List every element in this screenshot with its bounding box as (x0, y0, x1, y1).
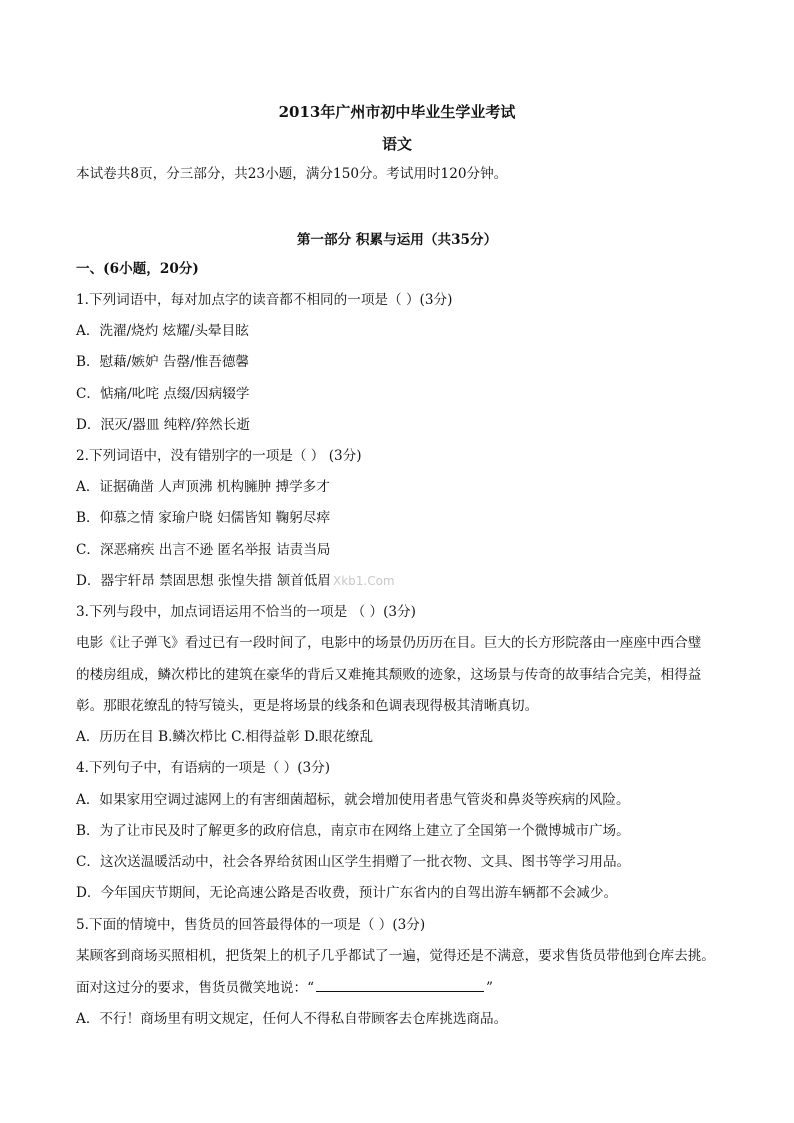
question-5-prompt-start: 面对这过分的要求，售货员微笑地说：“ (76, 980, 315, 996)
question-1-option-c: C．惦痛/叱咤 点缀/因病辍学 (76, 386, 250, 402)
answer-blank (316, 978, 484, 992)
question-5-option-a: A．不行！商场里有明文规定，任何人不得私自带顾客去仓库挑选商品。 (76, 1011, 508, 1027)
question-3-stem: 3.下列与段中，加点词语运用不恰当的一项是 （ ）(3分) (76, 604, 416, 620)
question-1-option-b: B．慰藉/嫉妒 告罄/惟吾德馨 (76, 354, 250, 370)
question-5-scenario: 某顾客到商场买照相机，把货架上的机子几乎都试了一遍，觉得还是不满意，要求售货员带他到仓库去挑。 (76, 948, 715, 964)
exam-intro: 本试卷共8页，分三部分，共23小题，满分150分。考试用时120分钟。 (76, 166, 508, 182)
section-heading: 一、(6小题，20分) (76, 261, 199, 277)
question-3-passage-line: 电影《让子弹飞》看过已有一段时间了，电影中的场景仍历历在目。巨大的长方形院落由一座座中西合璧 (76, 635, 702, 651)
question-5-prompt (76, 978, 493, 997)
question-3-options: A．历历在目 B.鳞次栉比 C.相得益彰 D.眼花缭乱 (76, 729, 374, 745)
question-4-option-a: A．如果家用空调过滤网上的有害细菌超标，就会增加使用者患气管炎和鼻炎等疾病的风险。 (76, 792, 630, 808)
question-1-option-d: D．泯灭/器皿 纯粹/猝然长逝 (76, 417, 250, 433)
question-4-option-d: D．今年国庆节期间，无论高速公路是否收费，预计广东省内的自驾出游车辆都不会减少。 (76, 885, 618, 901)
question-3-passage-line: 的楼房组成，鳞次栉比的建筑在豪华的背后又难掩其颓败的迹象，这场景与传奇的故事结合完美，相得益 (76, 667, 702, 683)
watermark: Xkb1.Com (332, 574, 395, 588)
question-2-option-c: C．深恶痛疾 出言不逊 匿名举报 诘责当局 (76, 542, 331, 558)
exam-title: 2013年广州市初中毕业生学业考试 (278, 103, 516, 121)
question-1-stem: 1.下列词语中，每对加点字的读音都不相同的一项是（ ）(3分) (76, 292, 453, 308)
question-4-option-b: B．为了让市民及时了解更多的政府信息，南京市在网络上建立了全国第一个微博城市广场。 (76, 823, 630, 839)
question-1-option-a: A．洗濯/烧灼 炫耀/头晕目眩 (76, 323, 249, 339)
question-4-option-c: C．这次送温暖活动中，社会各界给贫困山区学生捐赠了一批衣物、文具、图书等学习用品。 (76, 854, 631, 870)
question-2-option-b: B．仰慕之情 家瑜户晓 妇儒皆知 鞠躬尽瘁 (76, 510, 331, 526)
question-4-stem: 4.下列句子中，有语病的一项是（ ）(3分) (76, 760, 331, 776)
question-2-stem: 2.下列词语中，没有错别字的一项是（ ） (3分) (76, 448, 362, 464)
question-2-option-d-text: D．器宇轩昂 禁固思想 张惶失措 颔首低眉 (76, 573, 331, 589)
subject-title: 语文 (381, 135, 412, 153)
question-5-prompt-end: ” (486, 980, 493, 996)
question-2-option-d (76, 572, 395, 590)
question-2-option-a: A．证据确凿 人声顶沸 机构臃肿 搏学多才 (76, 479, 330, 495)
question-3-passage-line: 彰。那眼花缭乱的特写镜头，更是将场景的线条和色调表现得极其清晰真切。 (76, 698, 539, 714)
part-heading: 第一部分 积累与运用（共35分） (296, 232, 498, 248)
question-5-stem: 5.下面的情境中，售货员的回答最得体的一项是（ ）(3分) (76, 917, 426, 933)
